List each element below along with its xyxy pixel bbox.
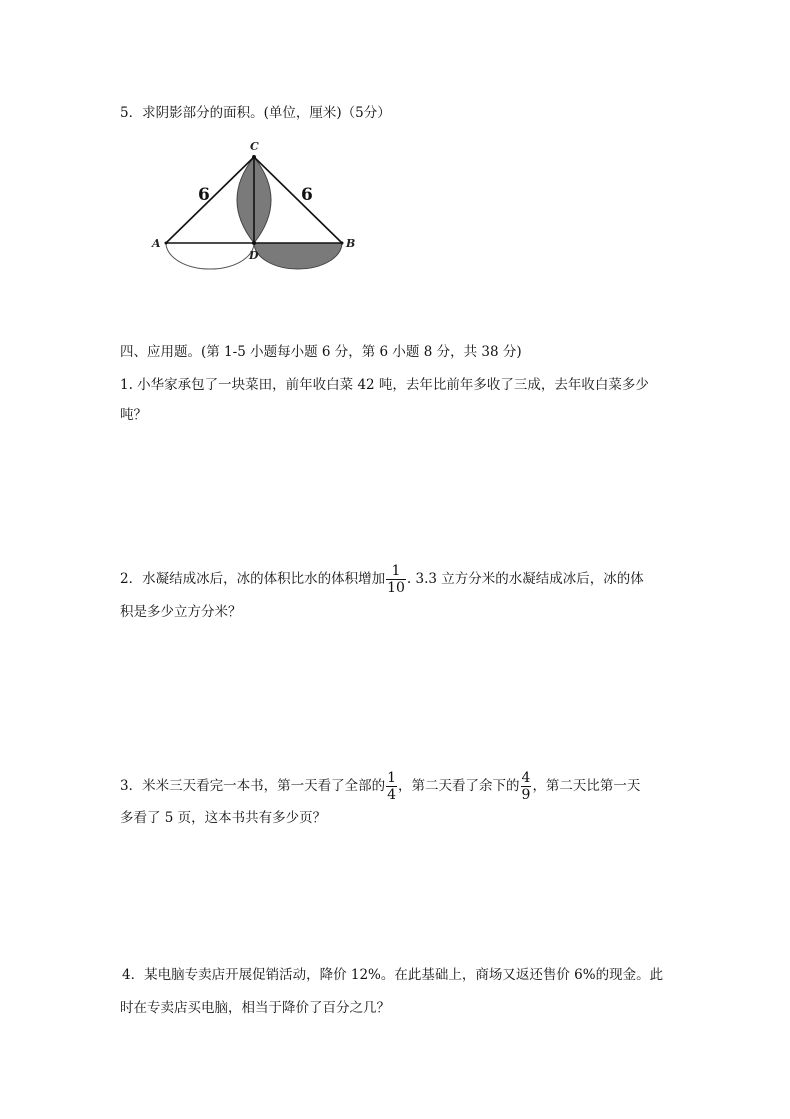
fraction-denominator: 10 bbox=[387, 580, 405, 596]
point-a bbox=[165, 242, 168, 245]
label-side-ac: 6 bbox=[198, 185, 210, 205]
problem-1-line2: 吨？ bbox=[120, 407, 147, 423]
fraction-numerator: 4 bbox=[521, 770, 531, 786]
fraction-one-tenth bbox=[386, 563, 406, 596]
problem-4-line2: 时在专卖店买电脑，相当于降价了百分之几？ bbox=[120, 1000, 390, 1016]
fraction-numerator: 1 bbox=[386, 563, 406, 580]
problem-3-text-pre: 3．米米三天看完一本书，第一天看了全部的 bbox=[120, 778, 386, 794]
problem-2-line2: 积是多少立方分米？ bbox=[120, 604, 242, 620]
point-b bbox=[341, 242, 344, 245]
fraction-denominator: 4 bbox=[387, 787, 397, 803]
problem-1-line1: 1. 小华家承包了一块菜田，前年收白菜 42 吨，去年比前年多收了三成，去年收白菜多少 bbox=[120, 377, 649, 393]
label-a: A bbox=[152, 237, 161, 250]
label-d: D bbox=[249, 249, 259, 262]
fraction-denominator: 9 bbox=[521, 787, 531, 803]
semicircle-ad bbox=[166, 243, 254, 269]
shaded-semicircle-db bbox=[254, 243, 342, 269]
point-c bbox=[252, 155, 256, 159]
problem-4-line1: 4．某电脑专卖店开展促销活动，降价 12%。在此基础上，商场又返还售价 6%的现金。此 bbox=[122, 967, 664, 983]
label-b: B bbox=[346, 237, 356, 250]
label-c: C bbox=[250, 140, 259, 153]
problem-3-text-post: ，第二天比第一天 bbox=[532, 778, 641, 794]
problem-3-line2: 多看了 5 页，这本书共有多少页？ bbox=[120, 810, 327, 826]
problem-2-text-post: . 3.3 立方分米的水凝结成冰后，冰的体 bbox=[406, 571, 644, 587]
problem-3-text-mid: ，第二天看了余下的 bbox=[398, 778, 520, 794]
problem-2-text-pre: 2．水凝结成冰后，冰的体积比水的体积增加 bbox=[120, 571, 386, 587]
problem-2-line1 bbox=[120, 563, 644, 596]
q5-text: 5．求阴影部分的面积。(单位，厘米)（5分） bbox=[120, 105, 391, 121]
section-heading: 四、应用题。(第 1-5 小题每小题 6 分，第 6 小题 8 分，共 38 分) bbox=[120, 344, 522, 360]
label-side-bc: 6 bbox=[301, 185, 313, 205]
problem-3-line1 bbox=[120, 770, 640, 803]
fraction-one-quarter bbox=[386, 770, 397, 803]
shaded-area-figure bbox=[140, 135, 370, 270]
fraction-numerator: 1 bbox=[387, 770, 397, 786]
point-d bbox=[252, 241, 256, 245]
fraction-four-ninths bbox=[521, 770, 532, 803]
